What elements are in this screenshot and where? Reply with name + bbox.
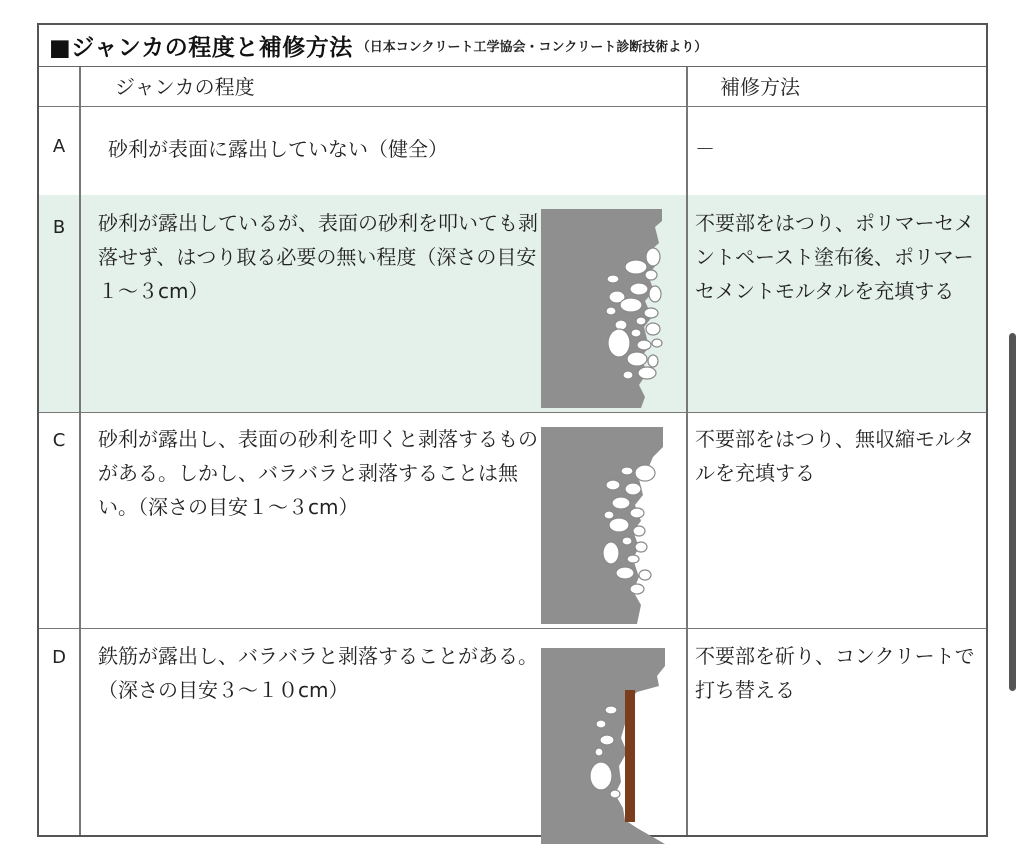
honeycomb-illustration-b [541, 209, 669, 408]
row-degree: 砂利が表面に露出していない（健全） [108, 137, 448, 161]
table-row-b [39, 195, 986, 413]
header-row [39, 67, 986, 107]
table-row-d [39, 628, 986, 835]
scrollbar-thumb[interactable] [1009, 333, 1016, 691]
table-row-c [39, 412, 986, 629]
row-method: 不要部を斫り、コンクリートで打ち替える [695, 644, 975, 702]
row-degree: 砂利が露出し、表面の砂利を叩くと剥落するものがある。しかし、バラバラと剥落することは無い。（深さの目安１～３cm） [98, 427, 538, 519]
row-method: 不要部をはつり、ポリマーセメントペースト塗布後、ポリマーセメントモルタルを充填する [695, 211, 975, 303]
header-degree: ジャンカの程度 [115, 75, 255, 99]
header-method: 補修方法 [720, 75, 800, 99]
row-degree: 鉄筋が露出し、バラバラと剥落することがある。（深さの目安３～１０cm） [98, 644, 538, 702]
row-degree: 砂利が露出しているが、表面の砂利を叩いても剥落せず、はつり取る必要の無い程度（深さの目安１～３cm） [98, 211, 538, 303]
column-divider [686, 67, 688, 835]
column-divider [79, 67, 81, 835]
row-method: － [695, 137, 715, 161]
row-id: C [52, 430, 66, 451]
table-source-note: （日本コンクリート工学協会・コンクリート診断技術より） [356, 40, 708, 55]
table-title-row [39, 25, 986, 67]
row-id: A [52, 136, 66, 157]
row-id: D [52, 647, 66, 668]
table-title: ■ジャンカの程度と補修方法 [49, 35, 353, 61]
rebar-exposed-illustration-d [541, 648, 667, 844]
repair-table [37, 23, 988, 837]
honeycomb-illustration-c [541, 427, 669, 624]
row-method: 不要部をはつり、無収縮モルタルを充填する [695, 427, 975, 485]
table-row-a [39, 106, 986, 196]
row-id: B [52, 217, 66, 238]
